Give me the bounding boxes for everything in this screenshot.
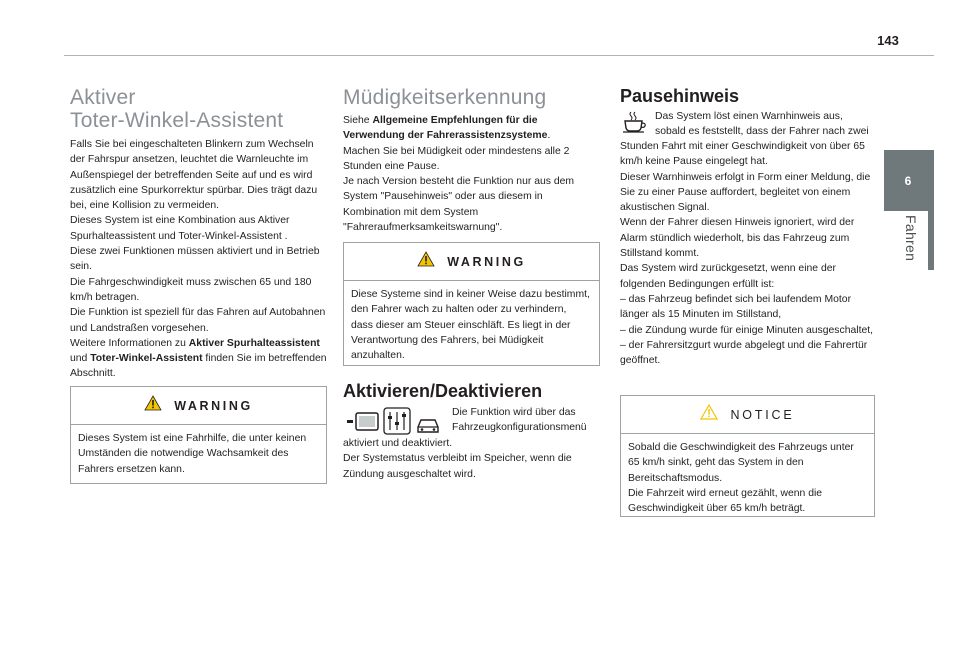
chapter-tab xyxy=(884,150,932,211)
paragraph: Die Funktion ist speziell für das Fahren auf Autobahnen und Landstraßen vorgesehen. xyxy=(70,307,326,334)
notice-box xyxy=(620,395,875,517)
subsection-title-aktivieren: Aktivieren/Deaktivieren xyxy=(343,381,543,401)
warning-label: WARNING xyxy=(447,254,526,269)
list-item: – der Fahrersitzgurt wurde abgelegt und die Fahrertür geöffnet. xyxy=(620,339,868,367)
paragraph: Wenn der Fahrer diesen Hinweis ignoriert, wird der Alarm stündlich wiederholt, bis das Fahrzeug zum Stillstand kommt. xyxy=(620,217,855,260)
bold-reference: Aktiver Spurhalteassistent xyxy=(188,337,320,349)
section-title-line-2: Toter-Winkel-Assistent xyxy=(70,109,284,132)
list-item: – das Fahrzeug befindet sich bei laufendem Motor länger als 15 Minuten im Stillstand, xyxy=(620,293,852,321)
warning-body: Diese Systeme sind in keiner Weise dazu bestimmt, den Fahrer wach zu halten oder zu verhindern, dass dieser am Steuer einschläft. Es liegt in der Verantwortung des Fahrers, bei Müdigkeit anzuhalten. xyxy=(351,289,590,362)
paragraph: aktiviert und deaktiviert. xyxy=(343,438,453,449)
warning-header xyxy=(344,243,599,281)
notice-header xyxy=(621,396,874,434)
header-rule xyxy=(64,55,934,56)
paragraph: Das System wird zurückgesetzt, wenn eine der folgenden Bedingungen erfüllt ist: xyxy=(620,263,836,290)
paragraph: Diese zwei Funktionen müssen aktiviert und in Betrieb sein. xyxy=(70,246,320,273)
section-title-pausehinweis: Pausehinweis xyxy=(620,86,740,106)
warning-triangle-icon xyxy=(144,395,162,416)
list-item: – die Zündung wurde für einige Minuten ausgeschaltet, xyxy=(620,324,874,336)
paragraph: Machen Sie bei Müdigkeit oder mindestens alle 2 Stunden eine Pause. xyxy=(343,145,570,172)
warning-header xyxy=(71,387,326,425)
section-body xyxy=(343,436,601,482)
section-title-toter-winkel xyxy=(70,86,330,132)
section-title-muedigkeit: Müdigkeitserkennung xyxy=(343,86,547,109)
warning-label: WARNING xyxy=(174,398,253,413)
bold-reference: Allgemeine Empfehlungen für die Verwendung der Fahrerassistenzsysteme xyxy=(343,115,548,142)
paragraph: Der Systemstatus verbleibt im Speicher, wenn die Zündung ausgeschaltet wird. xyxy=(343,453,572,480)
chapter-side-bar xyxy=(928,150,934,270)
paragraph: Sobald die Geschwindigkeit des Fahrzeugs unter 65 km/h sinkt, geht das System in den Bereitschaftsmodus. xyxy=(628,442,854,484)
warning-triangle-icon xyxy=(417,251,435,272)
paragraph: Dieser Warnhinweis erfolgt in Form einer Meldung, die Sie zu einer Pause auffordert, begleitet von einem akustischen Signal. xyxy=(620,171,871,214)
paragraph-cross-reference xyxy=(70,336,328,382)
text-fragment: finden Sie im betreffenden Abschnitt. xyxy=(70,353,327,380)
paragraph: Die Fahrzeit wird erneut gezählt, wenn die Geschwindigkeit über 65 km/h beträgt. xyxy=(628,487,823,515)
warning-box xyxy=(343,242,600,366)
section-title-line-1: Aktiver xyxy=(70,86,136,109)
notice-body xyxy=(621,434,874,524)
section-body xyxy=(620,139,876,368)
text-fragment: und xyxy=(70,353,91,365)
text-fragment: . xyxy=(547,130,551,142)
section-body xyxy=(70,137,328,382)
paragraph: Je nach Version besteht die Funktion nur aus dem System "Pausehinweis" oder aus diesem in Kombination mit dem System "Fahreraufmerksamkeitswarnung". xyxy=(343,176,575,234)
notice-label: NOTICE xyxy=(730,407,795,422)
bold-reference: Toter-Winkel-Assistent xyxy=(90,353,203,365)
chapter-label: Fahren xyxy=(903,215,919,262)
warning-box xyxy=(70,386,327,484)
notice-triangle-icon xyxy=(700,404,718,425)
paragraph: Falls Sie bei eingeschalteten Blinkern zum Wechseln der Fahrspur ansetzen, leuchtet die Warnleuchte im Außenspiegel der betreffenden Seite auf und es wird zusätzlich eine Spurkorrektur spürbar. Dies trägt dazu bei, eine Kollision zu vermeiden. xyxy=(70,139,318,212)
pause-lead-inline: Das System löst einen Warnhinweis aus, sobald es feststellt, dass der Fahrer nach zwei xyxy=(655,111,869,138)
paragraph: Dieses System ist eine Kombination aus Aktiver Spurhalteassistent und Toter-Winkel-Assistent . xyxy=(70,215,290,242)
activation-inline-text: Die Funktion wird über das Fahrzeugkonfigurationsmenü xyxy=(452,407,587,434)
chapter-number: 6 xyxy=(904,173,912,188)
section-body xyxy=(343,113,601,235)
text-fragment: Siehe xyxy=(343,115,373,126)
paragraph: Die Fahrgeschwindigkeit muss zwischen 65 und 180 km/h betragen. xyxy=(70,276,312,303)
page-number: 143 xyxy=(877,33,899,48)
text-fragment: Weitere Informationen zu xyxy=(70,337,189,349)
paragraph: Stunden Fahrt mit einer Geschwindigkeit von über 65 km/h keine Pause eingelegt hat. xyxy=(620,141,865,168)
paragraph-reference xyxy=(343,113,601,144)
warning-body: Dieses System ist eine Fahrhilfe, die unter keinen Umständen die notwendige Wachsamkeit des Fahrers ersetzen kann. xyxy=(78,433,307,475)
coffee-cup-icon xyxy=(622,111,648,138)
